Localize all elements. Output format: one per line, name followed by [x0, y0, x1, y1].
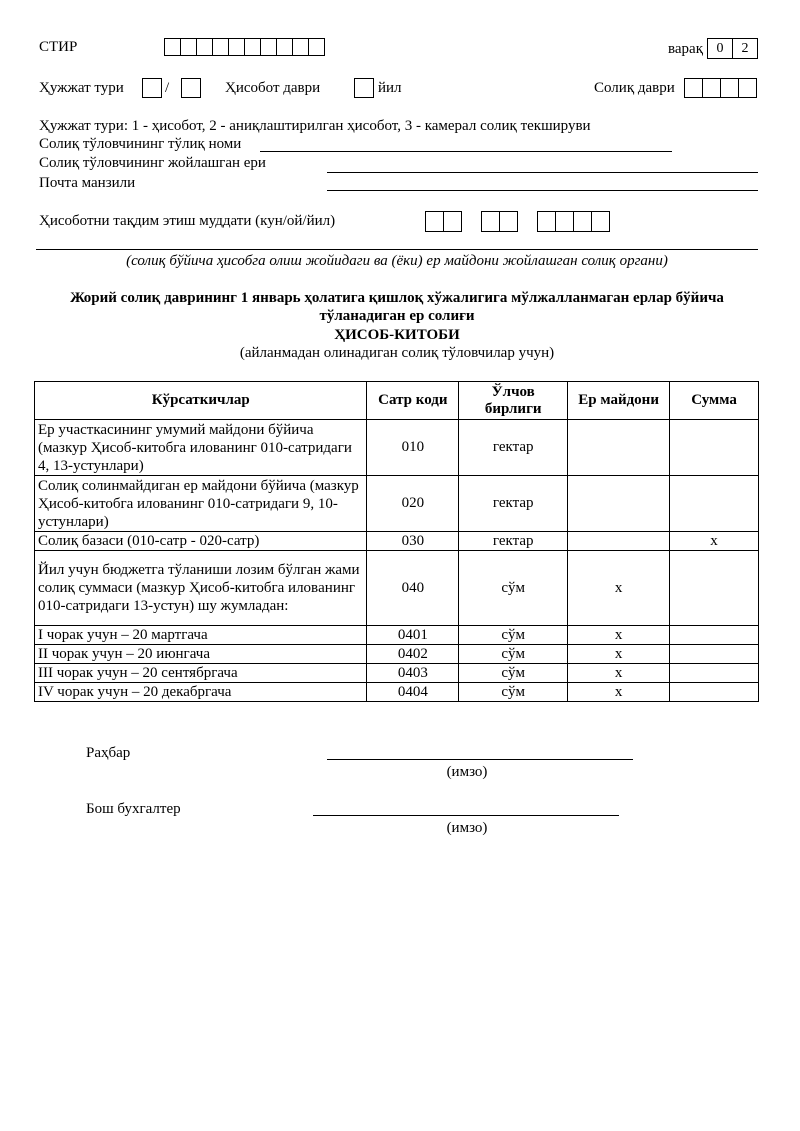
tax-period-label: Солиқ даври	[594, 80, 675, 96]
stir-digit-cell[interactable]	[228, 38, 245, 56]
row-code: 0401	[367, 626, 459, 645]
tax-authority-field[interactable]	[36, 249, 758, 250]
submission-deadline-label: Ҳисоботни тақдим этиш муддати (кун/ой/йил)	[39, 213, 336, 229]
row-unit: сўм	[459, 683, 568, 702]
year-label: йил	[378, 80, 402, 96]
tax-period-cells[interactable]	[685, 78, 757, 98]
stir-input-cells[interactable]	[165, 38, 325, 56]
row-unit: сўм	[459, 551, 568, 626]
stir-digit-cell[interactable]	[196, 38, 213, 56]
deadline-month-cell[interactable]	[499, 211, 518, 232]
row-indicator: IV чорак учун – 20 декабргача	[35, 683, 367, 702]
sheet-digit-cell: 0	[707, 38, 733, 59]
row-unit: сўм	[459, 664, 568, 683]
row-unit: гектар	[459, 476, 568, 532]
form-title-line1: Жорий солиқ даврининг 1 январь ҳолатига қишлоқ хўжалигига мўлжалланмаган ерлар бўйича	[70, 290, 724, 306]
row-indicator: Йил учун бюджетга тўланиши лозим бўлган жами солиқ суммаси (мазкур Ҳисоб-китобга иловaнинг 010-сатридаги 13-устун) шу жумладан:	[35, 551, 367, 626]
table-row	[35, 476, 759, 532]
head-label: Раҳбар	[86, 745, 131, 761]
row-sum-cell[interactable]	[670, 420, 759, 476]
chief-accountant-label: Бош бухгалтер	[86, 801, 181, 817]
table-row	[35, 532, 759, 551]
deadline-year-cell[interactable]	[555, 211, 574, 232]
year-cell[interactable]	[354, 78, 374, 98]
header-line-code: Сатр коди	[367, 382, 459, 420]
taxpayer-name-label: Солиқ тўловчининг тўлиқ номи	[39, 136, 242, 152]
doc-type-label: Ҳужжат тури	[39, 80, 124, 96]
row-code: 020	[367, 476, 459, 532]
stir-label: СТИР	[39, 39, 78, 55]
stir-digit-cell[interactable]	[276, 38, 293, 56]
accountant-signature-caption: (имзо)	[446, 820, 488, 836]
stir-digit-cell[interactable]	[292, 38, 309, 56]
row-indicator: II чорак учун – 20 июнгача	[35, 645, 367, 664]
head-signature-caption: (имзо)	[446, 764, 488, 780]
sheet-label: варақ	[668, 41, 703, 57]
stir-digit-cell[interactable]	[212, 38, 229, 56]
deadline-month-cells[interactable]	[482, 211, 518, 232]
deadline-year-cell[interactable]	[537, 211, 556, 232]
row-area-cell[interactable]	[568, 420, 670, 476]
deadline-day-cell[interactable]	[443, 211, 462, 232]
stir-digit-cell[interactable]	[308, 38, 325, 56]
doc-type-cell[interactable]	[142, 78, 162, 98]
row-area-cell[interactable]	[568, 476, 670, 532]
deadline-year-cell[interactable]	[591, 211, 610, 232]
postal-address-field[interactable]	[327, 190, 758, 191]
deadline-day-cell[interactable]	[425, 211, 444, 232]
row-code: 010	[367, 420, 459, 476]
row-area-cell: x	[568, 551, 670, 626]
table-row	[35, 664, 759, 683]
row-sum-cell[interactable]	[670, 664, 759, 683]
stir-digit-cell[interactable]	[164, 38, 181, 56]
row-code: 040	[367, 551, 459, 626]
taxpayer-name-field[interactable]	[260, 151, 672, 152]
postal-address-label: Почта манзили	[39, 175, 136, 191]
row-indicator: Солиқ солинмайдиган ер майдони бўйича (мазкур Ҳисоб-китобга иловaнинг 010-сатридаги 9, 10-устунлари)	[35, 476, 367, 532]
deadline-month-cell[interactable]	[481, 211, 500, 232]
row-area-cell: x	[568, 683, 670, 702]
deadline-year-cell[interactable]	[573, 211, 592, 232]
form-subtitle: (айланмадан олинадиган солиқ тўловчилар учун)	[239, 345, 555, 361]
header-indicators: Кўрсаткичлар	[35, 382, 367, 420]
row-indicator: Солиқ базаси (010-сатр - 020-сатр)	[35, 532, 367, 551]
deadline-year-cells[interactable]	[538, 211, 610, 232]
stir-digit-cell[interactable]	[244, 38, 261, 56]
row-sum-cell[interactable]	[670, 645, 759, 664]
accountant-signature-line[interactable]	[313, 815, 619, 816]
row-code: 030	[367, 532, 459, 551]
row-indicator: Ер участкасининг умумий майдони бўйича (мазкур Ҳисоб-китобга иловaнинг 010-сатридаги 4, 13-устунлари)	[35, 420, 367, 476]
table-row	[35, 420, 759, 476]
stir-digit-cell[interactable]	[180, 38, 197, 56]
row-sum-cell[interactable]	[670, 683, 759, 702]
row-sum-cell[interactable]	[670, 476, 759, 532]
row-indicator: III чорак учун – 20 сентябргача	[35, 664, 367, 683]
sheet-number-cells	[708, 38, 758, 59]
row-area-cell: x	[568, 645, 670, 664]
taxpayer-location-label: Солиқ тўловчининг жойлашган ери	[39, 155, 266, 171]
report-period-label: Ҳисобот даври	[225, 80, 321, 96]
table-row	[35, 645, 759, 664]
table-row	[35, 551, 759, 626]
row-unit: сўм	[459, 626, 568, 645]
table-row	[35, 683, 759, 702]
row-area-cell: x	[568, 664, 670, 683]
head-signature-line[interactable]	[327, 759, 633, 760]
header-land-area: Ер майдони	[568, 382, 670, 420]
sheet-digit-cell: 2	[732, 38, 758, 59]
header-unit: Ўлчов бирлиги	[459, 382, 568, 420]
row-code: 0404	[367, 683, 459, 702]
row-sum-cell[interactable]	[670, 551, 759, 626]
row-indicator: I чорак учун – 20 мартгача	[35, 626, 367, 645]
tax-period-cell[interactable]	[702, 78, 721, 98]
tax-period-cell[interactable]	[684, 78, 703, 98]
tax-calculation-table	[34, 381, 759, 702]
table-header-row	[35, 382, 759, 420]
tax-authority-caption: (солиқ бўйича ҳисобга олиш жойидаги ва (ёки) ер майдони жойлашган солиқ органи)	[126, 253, 668, 269]
tax-period-cell[interactable]	[720, 78, 739, 98]
form-title-line3: ҲИСОБ-КИТОБИ	[334, 327, 460, 343]
row-unit: гектар	[459, 420, 568, 476]
header-sum: Сумма	[670, 382, 759, 420]
row-sum-cell: x	[670, 532, 759, 551]
table-row	[35, 626, 759, 645]
stir-digit-cell[interactable]	[260, 38, 277, 56]
row-unit: сўм	[459, 645, 568, 664]
tax-period-cell[interactable]	[738, 78, 757, 98]
row-code: 0402	[367, 645, 459, 664]
deadline-day-cells[interactable]	[426, 211, 462, 232]
row-area-cell: x	[568, 626, 670, 645]
row-code: 0403	[367, 664, 459, 683]
doc-type-legend: Ҳужжат тури: 1 - ҳисобот, 2 - аниқлаштирилган ҳисобот, 3 - камерал солиқ текшируви	[39, 118, 591, 134]
form-title-line2: тўланадиган ер солиғи	[319, 308, 475, 324]
taxpayer-location-field[interactable]	[327, 172, 758, 173]
doc-type-subcell[interactable]	[181, 78, 201, 98]
row-area-cell[interactable]	[568, 532, 670, 551]
row-sum-cell[interactable]	[670, 626, 759, 645]
doc-type-separator: /	[165, 80, 170, 96]
row-unit: гектар	[459, 532, 568, 551]
